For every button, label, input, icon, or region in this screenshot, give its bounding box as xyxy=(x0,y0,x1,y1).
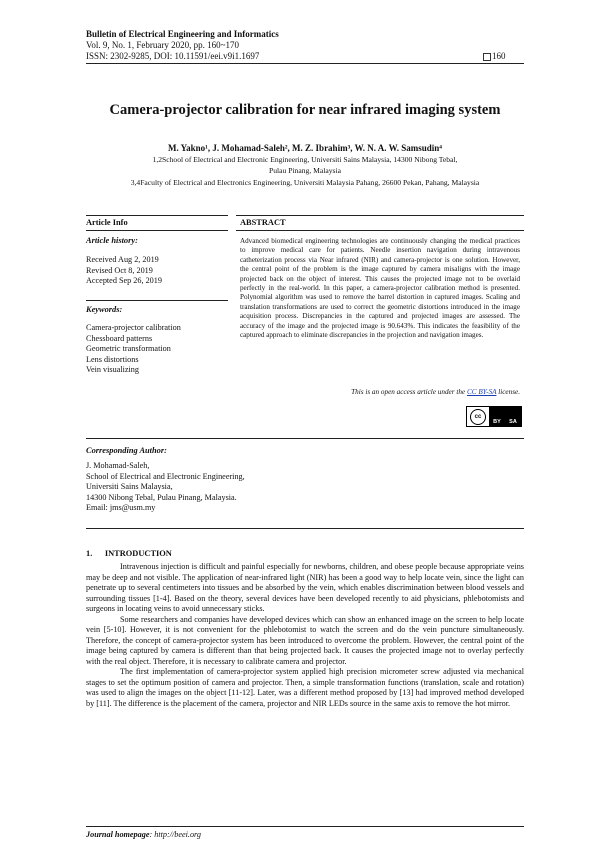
journal-homepage[interactable] xyxy=(86,830,201,839)
homepage-label: Journal homepage xyxy=(86,830,150,839)
author-list: M. Yakno¹, J. Mohamad-Saleh², M. Z. Ibrahim³, W. N. A. W. Samsudin⁴ xyxy=(167,143,443,153)
corresponding-rule xyxy=(86,528,524,529)
info-top-rule xyxy=(86,215,228,216)
page-number: 160 xyxy=(492,51,506,61)
keyword-item: Geometric transformation xyxy=(86,344,171,354)
history-heading: Article history: xyxy=(86,236,138,245)
square-icon xyxy=(483,53,491,61)
abstract-heading: ABSTRACT xyxy=(240,218,286,227)
keywords-list xyxy=(86,323,181,376)
paper-title: Camera-projector calibration for near infrared imaging system xyxy=(109,102,501,118)
journal-volume: Vol. 9, No. 1, February 2020, pp. 160~170 xyxy=(86,40,239,50)
license-note xyxy=(240,388,520,396)
keyword-item: Camera-projector calibration xyxy=(86,323,181,332)
keywords-rule xyxy=(86,300,228,301)
license-suffix: license. xyxy=(496,388,520,396)
cc-by-sa-badge[interactable] xyxy=(466,406,522,427)
cc-by-label: BY xyxy=(493,419,501,425)
license-prefix: This is an open access article under the xyxy=(351,388,467,396)
keyword-item: Chessboard patterns xyxy=(86,333,153,343)
article-info-heading: Article Info xyxy=(86,218,128,227)
abstract-text: Advanced biomedical engineering technologies are continuously changing the medical practices to improve medical care for patients. Needle insertion navigation during intravenous catheterization process via Near infrared (NIR) and camera-projector is one solution. However, the central point of the problem is the image captured by camera misaligns with the image projected back on the object of interest. This causes the projected image not to be overlaid perfectly in the real-world. In this paper, a camera-projector calibration method is presented. Polynomial algorithm was used to remove the barrel distortion in captured images. Scaling and translation transformations are used to correct the geometric distortions introduced in the image acquisition process. Discrepancies in the captured and projected images are assessed. The accuracy of the image and the projected image is 90.643%. This indicates the feasibility of the captured approach to eliminate discrepancies in the projection and navigation images. xyxy=(240,237,520,340)
corresponding-details xyxy=(86,461,245,514)
history-revised: Revised Oct 8, 2019 xyxy=(86,265,153,275)
intro-paragraph: Intravenous injection is difficult and painful especially for newborns, children, and obese people because appropriate veins may be deep and not visible. The application of near-infrared light (NIR) has been a good way to help locate vein, since the light can penetrate up to several centimeters into tissues and be absorbed by the vein, which enables discrimination between blood vessels and surrounding tissues [1-4]. Based on the theory, several devices have been developed recently to aid physicians, phlebotomists and surgeons in locating veins to avoid unnecessary sticks. xyxy=(86,562,524,613)
info-bottom-rule xyxy=(86,438,524,439)
journal-name: Bulletin of Electrical Engineering and Informatics xyxy=(86,29,279,39)
journal-header xyxy=(86,29,279,62)
affiliation-2: 3,4Faculty of Electrical and Electronics Engineering, Universiti Malaysia Pahang, 26600 Pekan, Pahang, Malaysia xyxy=(130,178,480,187)
intro-paragraph: The first implementation of camera-projector system applied high precision micrometer screw adjusted via mechanical stages to set the optimum position of camera and projector. Then, a simple transformation functions (translation, scale and rotation) was used to align the images on the object [11-12]. Later, was a different method proposed by [13] had improved method developed by [11]. The difference is the placement of the camera, projector and NIR LEDs source in the same axis to remove the hot mirror. xyxy=(86,667,524,708)
header-rule xyxy=(86,63,524,64)
history-list xyxy=(86,255,162,287)
cc-by-sa-link[interactable]: CC BY-SA xyxy=(466,388,497,396)
corresponding-school: School of Electrical and Electronic Engineering, xyxy=(86,471,245,481)
keyword-item: Vein visualizing xyxy=(86,365,139,375)
corresponding-university: Universiti Sains Malaysia, xyxy=(86,482,173,492)
abstract-top-rule xyxy=(236,215,524,216)
history-accepted: Accepted Sep 26, 2019 xyxy=(86,276,162,286)
affiliation-1-cont: Pulau Pinang, Malaysia xyxy=(269,166,341,175)
corresponding-heading: Corresponding Author: xyxy=(86,446,167,455)
info-sub-rule xyxy=(86,230,228,231)
introduction-body xyxy=(86,562,524,709)
abstract-sub-rule xyxy=(236,230,524,231)
corresponding-address: 14300 Nibong Tebal, Pulau Pinang, Malaysia. xyxy=(86,492,237,502)
cc-logo-icon: cc xyxy=(470,409,486,425)
keywords-heading: Keywords: xyxy=(86,305,123,314)
keyword-item: Lens distortions xyxy=(86,354,139,364)
cc-sa-label: SA xyxy=(509,419,517,425)
footer-rule xyxy=(86,826,524,827)
homepage-url: : http://beei.org xyxy=(149,830,202,839)
corresponding-name: J. Mohamad-Saleh, xyxy=(86,461,150,470)
affiliation-1: 1,2School of Electrical and Electronic Engineering, Universiti Sains Malaysia, 14300 Nibong Tebal, xyxy=(152,155,458,164)
history-received: Received Aug 2, 2019 xyxy=(86,255,159,264)
corresponding-email[interactable]: Email: jms@usm.my xyxy=(86,503,156,513)
journal-issn: ISSN: 2302-9285, DOI: 10.11591/eei.v9i1.1697 xyxy=(86,51,260,61)
introduction-heading: 1. INTRODUCTION xyxy=(86,549,172,558)
intro-paragraph: Some researchers and companies have developed devices which can show an enhanced image on the screen to help locate vein [5-10]. However, it is not convenient for the phlebotomist to watch the screen and do the vein puncture simultaneously. Therefore, the concept of camera-projector system has been introduced to overcome the problem. However, the central point of the image being captured by camera is different than that being projected back. It causes the projected image not to overlay perfectly with the real object. Therefore, it is necessary to calibrate camera and projector. xyxy=(86,614,524,666)
